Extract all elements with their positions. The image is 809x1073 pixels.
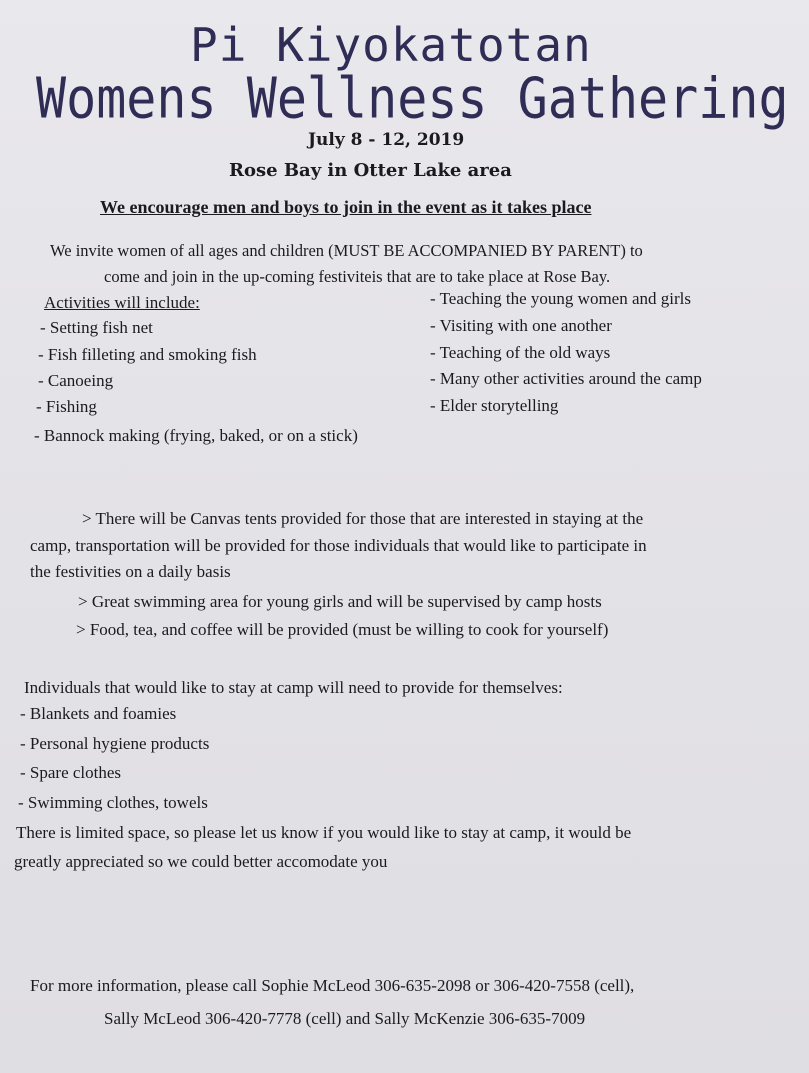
activities-heading: Activities will include:	[44, 293, 200, 312]
event-location: Rose Bay in Otter Lake area	[229, 160, 512, 181]
details-p2: > Great swimming area for young girls and will be supervised by camp hosts	[78, 592, 602, 611]
activity-left-5: - Bannock making (frying, baked, or on a stick)	[34, 426, 358, 445]
details-p3: > Food, tea, and coffee will be provided (must be willing to cook for yourself)	[76, 620, 609, 639]
event-date: July 8 - 12, 2019	[308, 130, 465, 150]
provide-heading: Individuals that would like to stay at camp will need to provide for themselves:	[24, 678, 563, 697]
activity-right-1: - Teaching the young women and girls	[430, 289, 691, 308]
provide-note-line-2: greatly appreciated so we could better accomodate you	[14, 852, 388, 871]
provide-item-4: - Swimming clothes, towels	[18, 793, 208, 812]
contact-line-2: Sally McLeod 306-420-7778 (cell) and Sally McKenzie 306-635-7009	[104, 1009, 586, 1028]
activity-left-4: - Fishing	[36, 397, 97, 416]
intro-line-2: come and join in the up-coming festiviteis that are to take place at Rose Bay.	[104, 267, 611, 286]
provide-item-3: - Spare clothes	[20, 763, 122, 782]
activity-right-5: - Elder storytelling	[430, 396, 559, 415]
activity-left-3: - Canoeing	[38, 371, 114, 390]
title-line-2: Womens Wellness Gathering	[36, 66, 789, 131]
title-line-1: Pi Kiyokatotan	[190, 18, 592, 72]
activity-left-1: - Setting fish net	[40, 318, 153, 337]
activity-right-4: - Many other activities around the camp	[430, 369, 702, 388]
contact-line-1: For more information, please call Sophie McLeod 306-635-2098 or 306-420-7558 (cell),	[30, 976, 635, 995]
details-p1-line-1: > There will be Canvas tents provided for those that are interested in staying at the	[82, 509, 644, 528]
encourage-line: We encourage men and boys to join in the event as it takes place	[100, 197, 592, 217]
provide-item-1: - Blankets and foamies	[20, 704, 177, 723]
provide-note-line-1: There is limited space, so please let us know if you would like to stay at camp, it would be	[16, 823, 632, 842]
details-p1-line-2: camp, transportation will be provided for those individuals that would like to participate in	[30, 536, 647, 555]
activity-right-3: - Teaching of the old ways	[430, 343, 611, 362]
details-p1-line-3: the festivities on a daily basis	[30, 562, 231, 581]
activity-right-2: - Visiting with one another	[430, 316, 612, 335]
activity-left-2: - Fish filleting and smoking fish	[38, 345, 257, 364]
intro-line-1: We invite women of all ages and children (MUST BE ACCOMPANIED BY PARENT) to	[50, 241, 643, 260]
provide-item-2: - Personal hygiene products	[20, 734, 210, 753]
